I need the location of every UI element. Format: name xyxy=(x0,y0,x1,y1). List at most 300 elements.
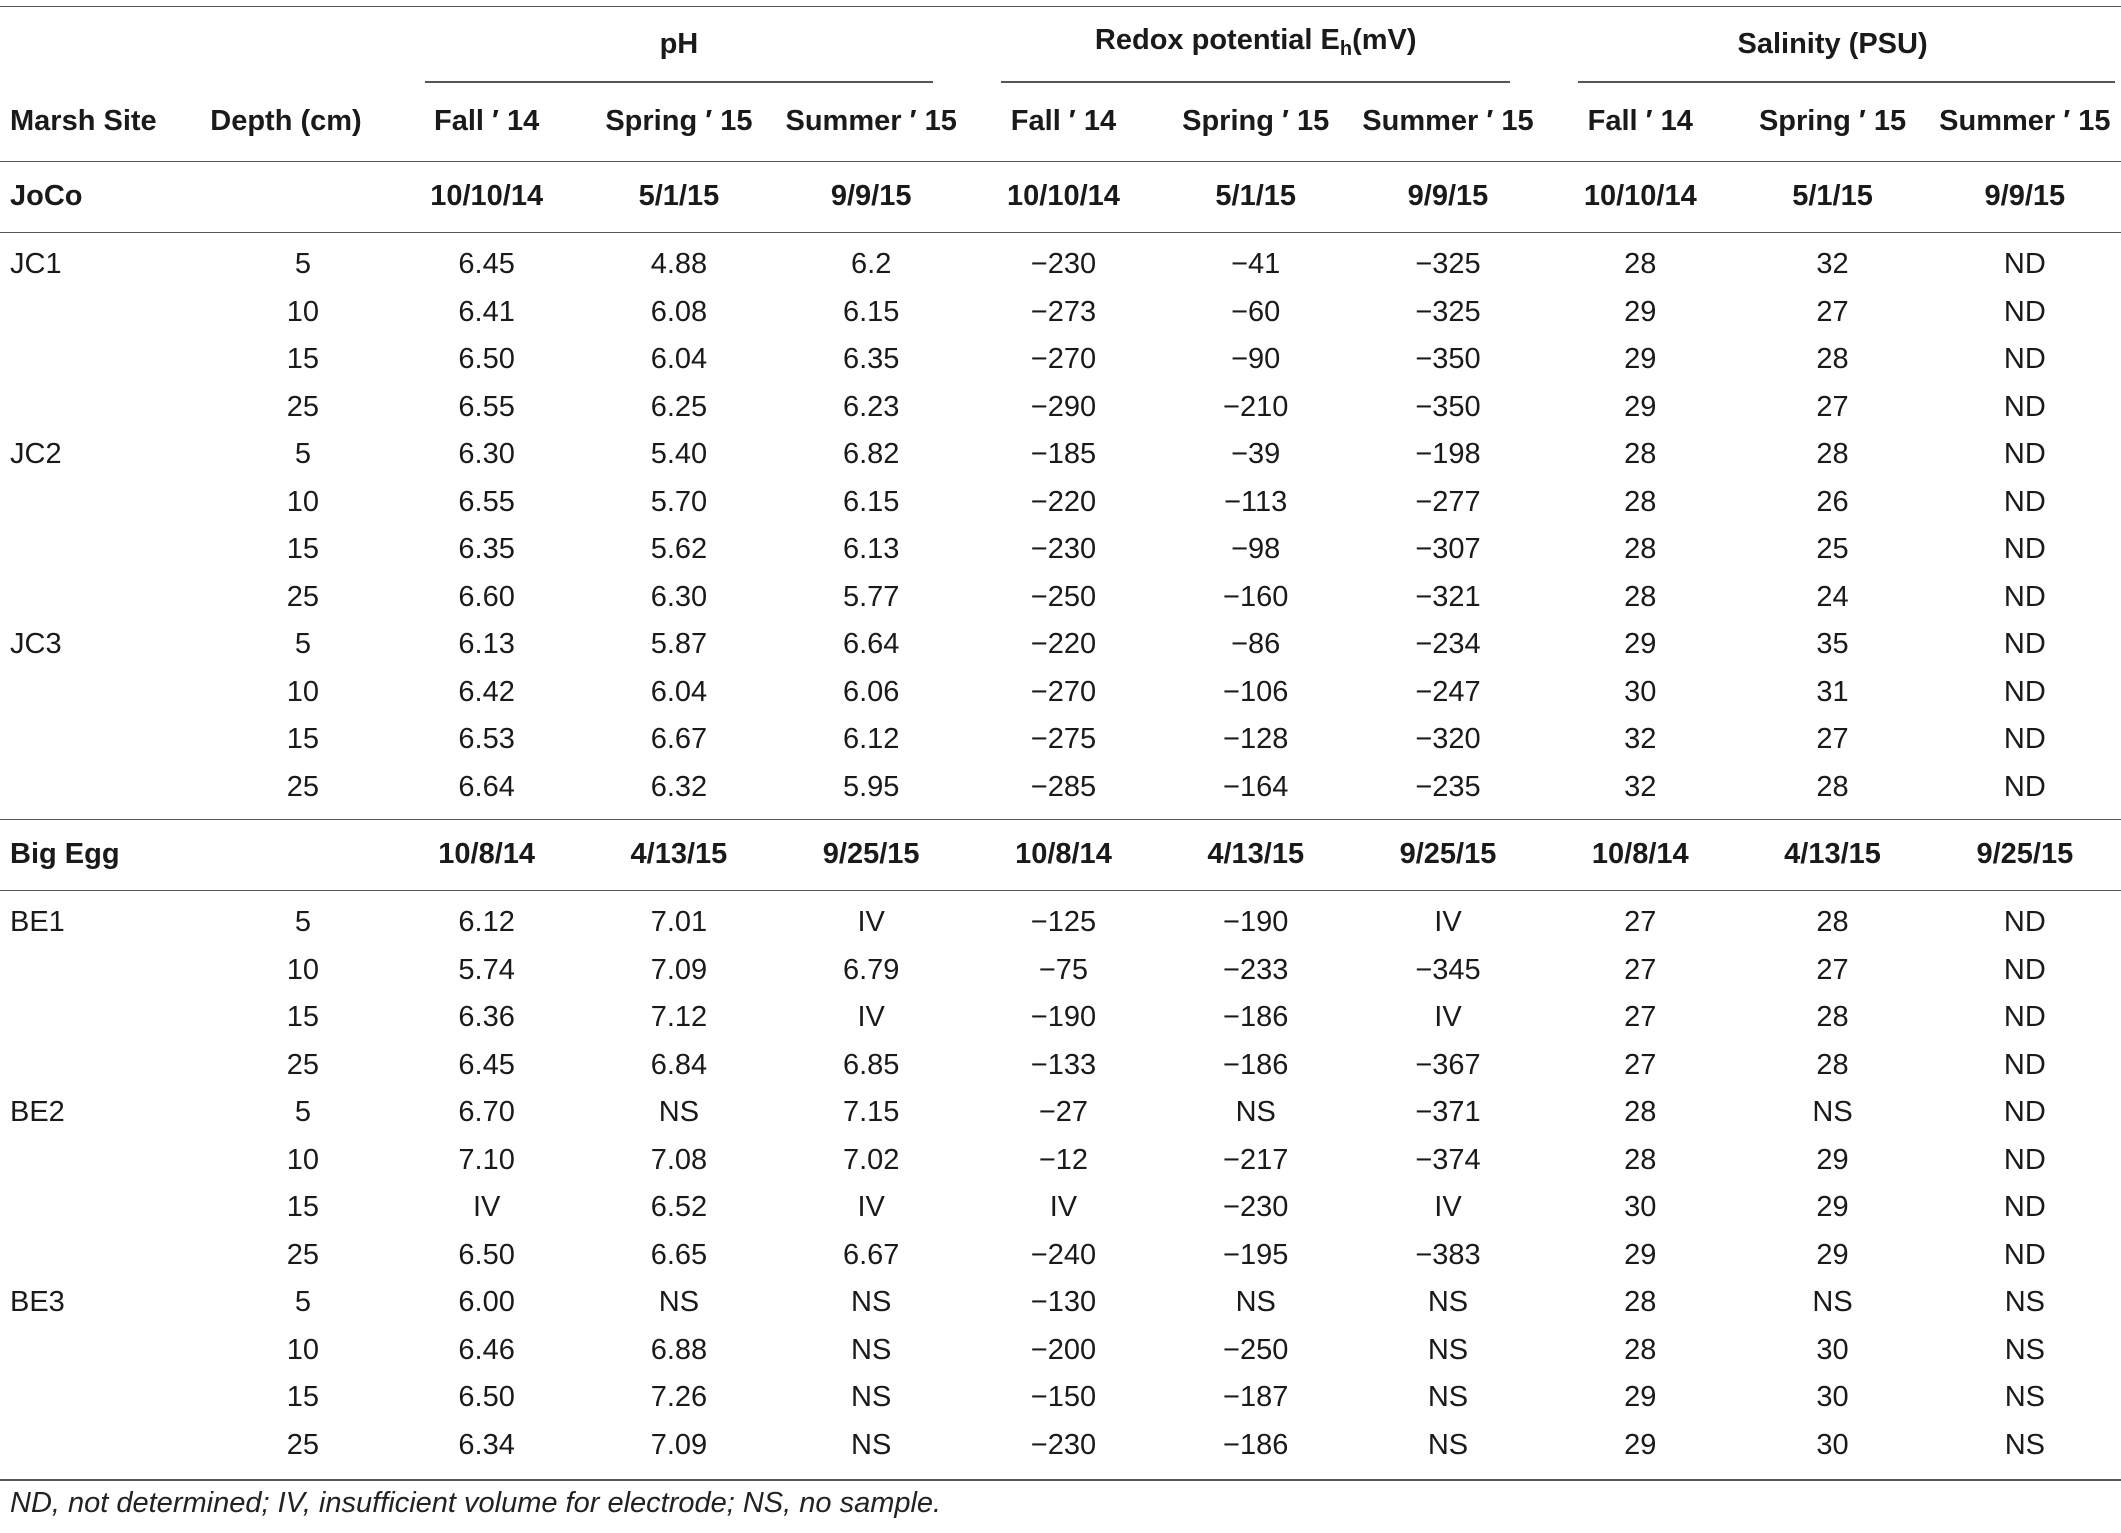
group-label-redox-subscript: h xyxy=(1339,37,1353,60)
sampling-date: 9/9/15 xyxy=(775,162,967,233)
table-row xyxy=(0,1137,2121,1185)
cell-value: 7.15 xyxy=(842,1096,900,1128)
table-row xyxy=(0,1279,2121,1327)
sampling-date: 5/1/15 xyxy=(583,162,775,233)
cell-value: 6.60 xyxy=(458,580,515,613)
cell-value: 28 xyxy=(1816,1048,1849,1081)
cell-value: −27 xyxy=(1038,1096,1089,1128)
cell-value: −240 xyxy=(1030,1238,1097,1271)
data-table-wrapper xyxy=(0,6,2121,1477)
cell-site xyxy=(0,994,190,1042)
group-underline xyxy=(425,81,934,83)
cell-site: BE3 xyxy=(10,1286,65,1318)
cell-value: 29 xyxy=(1624,343,1657,375)
cell-value: −325 xyxy=(1415,248,1481,280)
table-row xyxy=(0,1184,2121,1232)
cell-value: 28 xyxy=(1624,1286,1657,1318)
table-row xyxy=(0,289,2121,337)
sampling-date: 5/1/15 xyxy=(1160,162,1352,233)
sampling-date: 10/10/14 xyxy=(1544,162,1736,233)
cell-site xyxy=(0,716,190,764)
cell-site xyxy=(0,1374,190,1422)
cell-value: −164 xyxy=(1223,770,1289,803)
cell-depth: 15 xyxy=(286,1381,320,1413)
cell-depth: 5 xyxy=(294,248,311,280)
cell-value: 24 xyxy=(1816,580,1849,613)
table-row xyxy=(0,891,2121,947)
cell-value: 31 xyxy=(1816,675,1849,708)
cell-value: −367 xyxy=(1415,1048,1481,1081)
cell-value: 6.88 xyxy=(650,1333,708,1366)
table-row xyxy=(0,764,2121,820)
sampling-date: 5/1/15 xyxy=(1736,162,1928,233)
cell-value: ND xyxy=(2003,1143,2046,1176)
cell-value: 6.85 xyxy=(842,1048,900,1081)
cell-value: 6.00 xyxy=(458,1286,515,1318)
cell-value: −270 xyxy=(1030,675,1097,708)
cell-value: 30 xyxy=(1816,1381,1849,1413)
cell-value: NS xyxy=(2004,1286,2045,1318)
cell-site xyxy=(0,669,190,717)
cell-value: 7.12 xyxy=(650,1001,708,1033)
cell-value: 6.45 xyxy=(458,1048,515,1081)
table-row xyxy=(0,479,2121,527)
cell-value: NS xyxy=(2004,1381,2045,1413)
cell-value: −247 xyxy=(1415,675,1481,708)
cell-value: 28 xyxy=(1624,485,1657,518)
header-season-ph: Spring ′ 15 xyxy=(605,105,753,138)
cell-value: NS xyxy=(2004,1333,2045,1366)
cell-value: 6.67 xyxy=(842,1238,900,1271)
cell-value: −277 xyxy=(1415,485,1481,518)
cell-value: 6.55 xyxy=(458,390,515,423)
header-season-ph: Summer ′ 15 xyxy=(785,105,957,138)
cell-value: −217 xyxy=(1223,1143,1289,1176)
cell-value: 35 xyxy=(1816,628,1849,660)
cell-value: 6.15 xyxy=(842,485,900,518)
cell-value: IV xyxy=(1049,1191,1078,1223)
cell-value: 30 xyxy=(1624,675,1657,708)
cell-value: NS xyxy=(2004,1428,2045,1461)
header-season-salinity: Summer ′ 15 xyxy=(1939,105,2111,138)
cell-value: 6.30 xyxy=(650,580,708,613)
cell-depth: 15 xyxy=(286,1191,320,1223)
cell-value: −230 xyxy=(1223,1191,1289,1223)
cell-value: 6.08 xyxy=(650,295,708,328)
table-row xyxy=(0,716,2121,764)
cell-value: 27 xyxy=(1624,1001,1657,1033)
cell-site xyxy=(0,336,190,384)
cell-value: 6.65 xyxy=(650,1238,708,1271)
sampling-date: 4/13/15 xyxy=(1736,820,1928,891)
cell-site xyxy=(0,384,190,432)
group-label-redox-unit: (mV) xyxy=(1352,23,1417,56)
cell-value: 29 xyxy=(1816,1238,1849,1271)
table-row xyxy=(0,1327,2121,1375)
group-label-ph: pH xyxy=(659,28,699,61)
cell-site xyxy=(0,1184,190,1232)
cell-value: 6.70 xyxy=(458,1096,515,1128)
cell-value: −90 xyxy=(1231,343,1281,375)
cell-depth: 5 xyxy=(294,906,311,938)
cell-value: ND xyxy=(2003,390,2046,423)
cell-value: 27 xyxy=(1816,723,1849,755)
cell-value: ND xyxy=(2003,723,2046,755)
table-row xyxy=(0,574,2121,622)
sampling-date: 10/10/14 xyxy=(391,162,583,233)
cell-value: 29 xyxy=(1816,1191,1849,1223)
group-label-salinity: Salinity (PSU) xyxy=(1737,28,1928,61)
cell-value: 30 xyxy=(1816,1428,1849,1461)
cell-value: 30 xyxy=(1816,1333,1849,1366)
cell-value: ND xyxy=(2003,628,2046,660)
cell-depth: 5 xyxy=(294,1286,311,1318)
cell-value: ND xyxy=(2003,1238,2046,1271)
cell-depth: 10 xyxy=(286,675,320,708)
cell-value: 28 xyxy=(1624,438,1657,470)
cell-value: 27 xyxy=(1816,953,1849,986)
cell-value: ND xyxy=(2003,295,2046,328)
section-blank xyxy=(190,820,390,891)
cell-value: −113 xyxy=(1224,485,1288,518)
header-marsh-site: Marsh Site xyxy=(10,105,157,138)
cell-value: 6.82 xyxy=(842,438,900,470)
cell-value: 28 xyxy=(1624,1096,1657,1128)
header-group-row xyxy=(0,7,2121,84)
cell-value: 6.67 xyxy=(650,723,708,755)
cell-value: 6.04 xyxy=(650,675,708,708)
cell-value: 6.23 xyxy=(842,390,900,423)
sampling-date: 4/13/15 xyxy=(583,820,775,891)
cell-value: 7.09 xyxy=(650,953,708,986)
cell-value: −250 xyxy=(1223,1333,1289,1366)
table-body xyxy=(0,162,2121,1478)
cell-value: 6.79 xyxy=(842,953,900,986)
cell-value: 6.12 xyxy=(842,723,900,755)
section-header-row xyxy=(0,162,2121,233)
cell-value: −190 xyxy=(1223,906,1289,938)
header-season-redox: Spring ′ 15 xyxy=(1182,105,1330,138)
cell-value: NS xyxy=(851,1381,892,1413)
table-row xyxy=(0,233,2121,289)
cell-value: ND xyxy=(2003,1001,2046,1033)
cell-site xyxy=(0,526,190,574)
cell-value: −325 xyxy=(1415,295,1481,328)
table-row xyxy=(0,1422,2121,1478)
cell-value: −345 xyxy=(1415,953,1481,986)
cell-value: 27 xyxy=(1624,1048,1657,1081)
cell-depth: 15 xyxy=(286,1001,320,1033)
cell-value: 6.15 xyxy=(842,295,900,328)
header-group-salinity xyxy=(1544,7,2121,84)
cell-value: 29 xyxy=(1624,295,1657,328)
cell-value: 28 xyxy=(1816,1001,1849,1033)
cell-value: ND xyxy=(2003,438,2046,470)
cell-value: IV xyxy=(472,1191,501,1223)
cell-depth: 15 xyxy=(286,533,320,565)
cell-site xyxy=(0,479,190,527)
cell-site: BE2 xyxy=(10,1096,65,1128)
cell-depth: 10 xyxy=(286,485,320,518)
cell-value: −350 xyxy=(1415,390,1481,423)
cell-value: NS xyxy=(1427,1286,1469,1318)
cell-depth: 5 xyxy=(294,1096,311,1128)
table-row xyxy=(0,669,2121,717)
cell-value: 6.32 xyxy=(650,770,708,803)
cell-value: −220 xyxy=(1030,485,1097,518)
cell-value: −383 xyxy=(1415,1238,1481,1271)
cell-value: −187 xyxy=(1223,1381,1289,1413)
sampling-date: 9/9/15 xyxy=(1352,162,1544,233)
cell-value: 6.12 xyxy=(458,906,515,938)
cell-value: 5.62 xyxy=(650,533,708,565)
data-table xyxy=(0,6,2121,1477)
table-row xyxy=(0,1089,2121,1137)
sampling-date: 10/8/14 xyxy=(967,820,1159,891)
cell-value: −86 xyxy=(1231,628,1281,660)
cell-value: −320 xyxy=(1415,723,1481,755)
cell-value: −321 xyxy=(1415,580,1481,613)
cell-value: −273 xyxy=(1030,295,1097,328)
cell-value: 5.40 xyxy=(650,438,708,470)
cell-value: 6.50 xyxy=(458,1381,515,1413)
section-blank xyxy=(190,162,390,233)
cell-value: 6.50 xyxy=(458,343,515,375)
table-row xyxy=(0,431,2121,479)
cell-value: 6.04 xyxy=(650,343,708,375)
cell-value: 32 xyxy=(1624,770,1657,803)
cell-value: 6.34 xyxy=(458,1428,515,1461)
cell-value: 5.95 xyxy=(842,770,900,803)
cell-site: BE1 xyxy=(10,906,65,938)
table-row xyxy=(0,1232,2121,1280)
cell-value: 7.01 xyxy=(650,906,708,938)
cell-value: 6.55 xyxy=(458,485,515,518)
cell-site xyxy=(0,1422,190,1478)
cell-value: −186 xyxy=(1223,1428,1289,1461)
table-row xyxy=(0,947,2121,995)
cell-site: JC1 xyxy=(10,248,62,280)
header-season-redox: Fall ′ 14 xyxy=(1010,105,1117,138)
section-name: JoCo xyxy=(0,162,190,233)
cell-value: 28 xyxy=(1816,343,1849,375)
cell-value: IV xyxy=(1434,1191,1462,1223)
cell-depth: 25 xyxy=(286,390,320,423)
cell-value: 28 xyxy=(1624,1333,1657,1366)
table-row xyxy=(0,994,2121,1042)
cell-value: ND xyxy=(2003,533,2046,565)
cell-depth: 25 xyxy=(286,580,320,613)
cell-site xyxy=(0,947,190,995)
cell-value: −234 xyxy=(1415,628,1481,660)
cell-value: −190 xyxy=(1030,1001,1097,1033)
cell-value: 28 xyxy=(1816,906,1849,938)
cell-value: 28 xyxy=(1624,580,1657,613)
cell-site xyxy=(0,574,190,622)
cell-value: 6.30 xyxy=(458,438,515,470)
cell-value: −210 xyxy=(1223,390,1289,423)
cell-value: −186 xyxy=(1223,1048,1289,1081)
table-row xyxy=(0,621,2121,669)
cell-site xyxy=(0,764,190,820)
cell-value: IV xyxy=(1434,906,1462,938)
cell-value: −275 xyxy=(1030,723,1097,755)
cell-value: NS xyxy=(1427,1381,1469,1413)
cell-value: NS xyxy=(851,1333,892,1366)
sampling-date: 9/25/15 xyxy=(775,820,967,891)
cell-value: 6.50 xyxy=(458,1238,515,1271)
cell-value: 6.35 xyxy=(458,533,515,565)
cell-value: 6.52 xyxy=(650,1191,708,1223)
cell-value: 6.35 xyxy=(842,343,900,375)
cell-value: 27 xyxy=(1624,906,1657,938)
cell-value: 6.84 xyxy=(650,1048,708,1081)
cell-value: −160 xyxy=(1223,580,1289,613)
cell-value: 6.13 xyxy=(842,533,900,565)
cell-depth: 25 xyxy=(286,770,320,803)
cell-value: 6.64 xyxy=(458,770,515,803)
cell-value: NS xyxy=(1427,1333,1469,1366)
cell-depth: 25 xyxy=(286,1238,320,1271)
cell-value: 27 xyxy=(1816,390,1849,423)
cell-value: −371 xyxy=(1415,1096,1481,1128)
cell-value: 32 xyxy=(1624,723,1657,755)
group-underline xyxy=(1578,81,2115,83)
cell-site xyxy=(0,1042,190,1090)
cell-value: −230 xyxy=(1030,1428,1097,1461)
table-row xyxy=(0,1374,2121,1422)
table-row xyxy=(0,1042,2121,1090)
sampling-date: 4/13/15 xyxy=(1160,820,1352,891)
cell-value: −350 xyxy=(1415,343,1481,375)
cell-value: 26 xyxy=(1816,485,1849,518)
cell-value: −200 xyxy=(1030,1333,1097,1366)
cell-value: −186 xyxy=(1223,1001,1289,1033)
cell-value: −130 xyxy=(1030,1286,1097,1318)
cell-value: −235 xyxy=(1415,770,1481,803)
cell-value: 27 xyxy=(1816,295,1849,328)
cell-value: 28 xyxy=(1624,533,1657,565)
cell-value: NS xyxy=(851,1286,892,1318)
cell-value: 28 xyxy=(1816,438,1849,470)
cell-value: 29 xyxy=(1624,1428,1657,1461)
cell-value: IV xyxy=(857,1001,885,1033)
cell-value: 29 xyxy=(1624,628,1657,660)
cell-value: 7.09 xyxy=(650,1428,708,1461)
cell-value: 5.74 xyxy=(458,953,515,986)
sampling-date: 10/8/14 xyxy=(1544,820,1736,891)
cell-value: 30 xyxy=(1624,1191,1657,1223)
cell-site: JC3 xyxy=(10,628,62,660)
section-name: Big Egg xyxy=(0,820,190,891)
cell-value: 29 xyxy=(1816,1143,1849,1176)
cell-value: 6.42 xyxy=(458,675,515,708)
cell-value: ND xyxy=(2003,906,2046,938)
cell-value: −290 xyxy=(1030,390,1097,423)
cell-site xyxy=(0,1327,190,1375)
cell-value: ND xyxy=(2003,1096,2046,1128)
cell-value: 32 xyxy=(1816,248,1849,280)
cell-site xyxy=(0,289,190,337)
header-season-ph: Fall ′ 14 xyxy=(434,105,540,138)
cell-depth: 10 xyxy=(286,295,320,328)
cell-value: ND xyxy=(2003,343,2046,375)
cell-value: 6.36 xyxy=(458,1001,515,1033)
cell-depth: 10 xyxy=(286,953,320,986)
cell-value: −195 xyxy=(1223,1238,1289,1271)
table-bottom-rule xyxy=(0,1479,2121,1481)
cell-value: −60 xyxy=(1231,295,1281,328)
header-season-salinity: Fall ′ 14 xyxy=(1587,105,1693,138)
cell-value: IV xyxy=(857,1191,885,1223)
cell-value: ND xyxy=(2003,675,2046,708)
table-row xyxy=(0,336,2121,384)
cell-value: ND xyxy=(2003,485,2046,518)
cell-value: 6.53 xyxy=(458,723,515,755)
cell-value: −220 xyxy=(1030,628,1097,660)
cell-value: 29 xyxy=(1624,390,1657,423)
sampling-date: 9/9/15 xyxy=(1929,162,2121,233)
cell-site xyxy=(0,1232,190,1280)
cell-value: −285 xyxy=(1030,770,1097,803)
cell-value: 5.77 xyxy=(842,580,900,613)
cell-depth: 15 xyxy=(286,723,320,755)
cell-value: 27 xyxy=(1624,953,1657,986)
header-depth: Depth (cm) xyxy=(210,105,362,138)
cell-value: 29 xyxy=(1624,1381,1657,1413)
section-header-row xyxy=(0,820,2121,891)
cell-value: −230 xyxy=(1030,248,1097,280)
cell-value: −128 xyxy=(1223,723,1289,755)
cell-value: 7.02 xyxy=(842,1143,900,1176)
cell-value: −198 xyxy=(1415,438,1481,470)
cell-value: NS xyxy=(658,1096,700,1128)
cell-value: ND xyxy=(2003,1191,2046,1223)
cell-value: −230 xyxy=(1030,533,1097,565)
table-row xyxy=(0,384,2121,432)
sampling-date: 10/10/14 xyxy=(967,162,1159,233)
cell-value: −185 xyxy=(1030,438,1097,470)
cell-value: ND xyxy=(2003,580,2046,613)
cell-depth: 15 xyxy=(286,343,320,375)
cell-value: −75 xyxy=(1038,953,1089,986)
header-season-salinity: Spring ′ 15 xyxy=(1758,105,1907,138)
cell-value: −270 xyxy=(1030,343,1097,375)
cell-value: −150 xyxy=(1030,1381,1097,1413)
header-season-redox: Summer ′ 15 xyxy=(1362,105,1534,138)
cell-value: ND xyxy=(2003,953,2046,986)
cell-site xyxy=(0,1137,190,1185)
cell-value: −98 xyxy=(1231,533,1281,565)
cell-value: −250 xyxy=(1030,580,1097,613)
cell-value: NS xyxy=(1812,1096,1853,1128)
cell-value: −12 xyxy=(1038,1143,1089,1176)
cell-value: 6.46 xyxy=(458,1333,515,1366)
header-blank xyxy=(190,7,390,84)
table-row xyxy=(0,526,2121,574)
cell-value: −374 xyxy=(1415,1143,1481,1176)
cell-site: JC2 xyxy=(10,438,62,470)
cell-value: IV xyxy=(857,906,885,938)
cell-value: 6.06 xyxy=(842,675,900,708)
sampling-date: 10/8/14 xyxy=(391,820,583,891)
cell-value: NS xyxy=(1235,1286,1276,1318)
header-blank xyxy=(0,7,190,84)
cell-value: NS xyxy=(1235,1096,1276,1128)
cell-depth: 25 xyxy=(286,1428,320,1461)
cell-value: 7.26 xyxy=(650,1381,708,1413)
cell-value: 4.88 xyxy=(650,248,708,280)
